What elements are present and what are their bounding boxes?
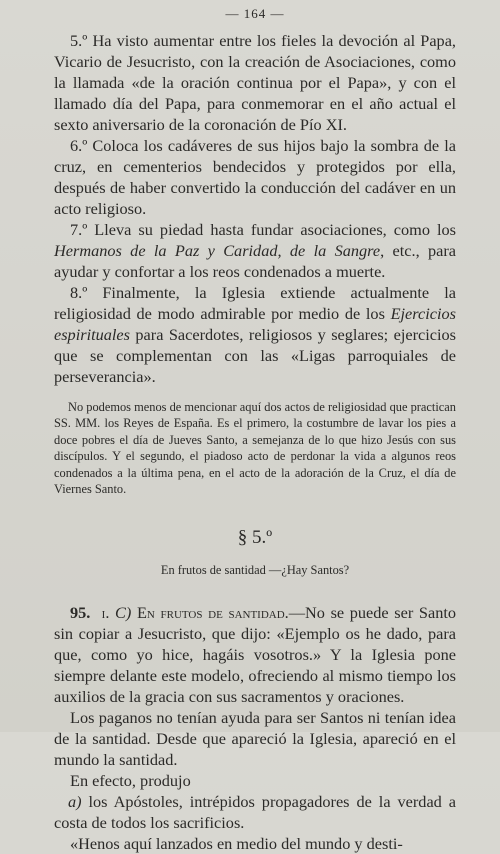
paragraph-last: «Henos aquí lanzados en medio del mundo y desti- (70, 834, 403, 854)
paragraph-5: 5.º Ha visto aumentar entre los fieles la devoción al Papa, Vicario de Jesucristo, con la creación de Asociaciones, como la llamada «de la oración continua por el Papa», y con el llamado día del Papa, para conmemorar en el año actual el sexto aniversario de la coronación de Pío XI. (54, 31, 456, 134)
paragraph-6: 6.º Coloca los cadáveres de sus hijos bajo la sombra de la cruz, en cementerios bendecidos y protegidos por ella, después de haber convertido la conducción del cadáver en un acto religioso. (54, 136, 456, 218)
page-number: — 164 — (225, 6, 285, 21)
paragraph-paganos: Los paganos no tenían ayuda para ser Santos ni tenían idea de la santidad. Desde que apareció la Iglesia, apareció en el mundo la santidad. (54, 708, 456, 770)
italic-hermanos: Hermanos de la Paz y Caridad, de la Sangre (54, 241, 381, 260)
paragraph-number: 95. (70, 603, 91, 623)
paragraph-8: 8.º Finalmente, la Iglesia extiende actualmente la religiosidad de modo admirable por medio de los Ejercicios espirituales para Sacerdotes, religiosos y seglares; ejercicios que se complementan con las «Ligas parroquiales de perseverancia». (54, 283, 456, 386)
footnote-block (54, 399, 456, 497)
small-caps-heading: En frutos de santidad (136, 603, 285, 623)
note-text: No podemos menos de mencionar aquí dos actos de religiosidad que practican SS. MM. los Reyes de España. Es el primero, la costumbre de lavar los pies a doce pobres el día de Jueves Santo, a semejanza de lo que hizo Jesús con sus discípulos. Y el segundo, el piadoso acto de perdonar la vida a algunos reos condenados a la última pena, en el acto de la adoración de la Cruz, el día de Viernes Santo. (54, 400, 456, 497)
main-text-top (54, 30, 456, 387)
italic-ejercicios: Ejercicios espirituales (54, 304, 456, 344)
section-heading: § 5.º (237, 527, 273, 549)
section-title: En frutos de santidad —¿Hay Santos? (160, 563, 350, 578)
main-text-bottom (54, 602, 456, 854)
paragraph-95: 95. i. C) En frutos de santidad.—No se puede ser Santo sin copiar a Jesucristo, que dijo: «Ejemplo os he dado, para que, como yo hice, hagáis vosotros.» Y la Iglesia pone siempre delante este modelo, ofreciendo al mismo tiempo los auxilios de la gracia con sus sacramentos y oraciones. (54, 603, 457, 707)
list-item-a: a) los Apóstoles, intrépidos propagadores de la verdad a costa de todos los sacrificios. (54, 792, 456, 833)
paragraph-7: 7.º Lleva su piedad hasta fundar asociaciones, como los Hermanos de la Paz y Caridad, de la Sangre, etc., para ayudar y confortar a los reos condenados a muerte. (54, 220, 457, 281)
paragraph-efecto: En efecto, produjo (70, 771, 191, 791)
